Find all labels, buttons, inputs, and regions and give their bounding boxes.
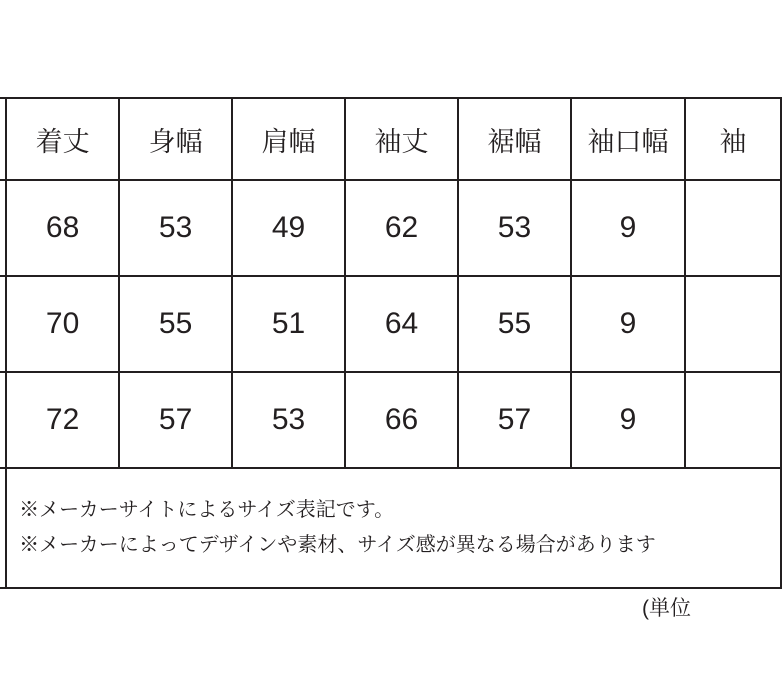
cell-chest-width: 57: [119, 372, 232, 468]
header-cell-sleeve: 袖: [685, 98, 781, 180]
cell-hem-width: 53: [458, 180, 571, 276]
table-row: [0, 372, 781, 468]
cell-sleeve: [685, 372, 781, 468]
size-table: [0, 97, 782, 589]
table-row: [0, 180, 781, 276]
header-cell-sleeve-length: 袖丈: [345, 98, 458, 180]
cell-cuff-width: 9: [571, 372, 685, 468]
cell-hem-width: 57: [458, 372, 571, 468]
cell-chest-width: 53: [119, 180, 232, 276]
cell-length: 68: [6, 180, 119, 276]
cell-sleeve: [685, 180, 781, 276]
cell-length: 72: [6, 372, 119, 468]
cell-chest-width: 55: [119, 276, 232, 372]
note-line-1: ※メーカーサイトによるサイズ表記です。: [19, 499, 395, 521]
cell-cuff-width: 9: [571, 180, 685, 276]
header-cell-shoulder-width: 肩幅: [232, 98, 345, 180]
cell-shoulder-width: 49: [232, 180, 345, 276]
table-note-row: [0, 468, 781, 588]
cell-sleeve-length: 64: [345, 276, 458, 372]
cell-sleeve: [685, 276, 781, 372]
header-cell-length: 着丈: [6, 98, 119, 180]
cell-cuff-width: 9: [571, 276, 685, 372]
header-cell-chest-width: 身幅: [119, 98, 232, 180]
size-table-container: [0, 97, 782, 589]
table-header-row: [0, 98, 781, 180]
cell-sleeve-length: 66: [345, 372, 458, 468]
note-line-2: ※メーカーによってデザインや素材、サイズ感が異なる場合があります: [19, 534, 656, 556]
cell-shoulder-width: 53: [232, 372, 345, 468]
unit-caption: (単位: [642, 597, 691, 620]
header-cell-hem-width: 裾幅: [458, 98, 571, 180]
cell-shoulder-width: 51: [232, 276, 345, 372]
cell-length: 70: [6, 276, 119, 372]
cell-sleeve-length: 62: [345, 180, 458, 276]
note-cell: [6, 468, 781, 588]
table-row: [0, 276, 781, 372]
cell-hem-width: 55: [458, 276, 571, 372]
header-cell-cuff-width: 袖口幅: [571, 98, 685, 180]
